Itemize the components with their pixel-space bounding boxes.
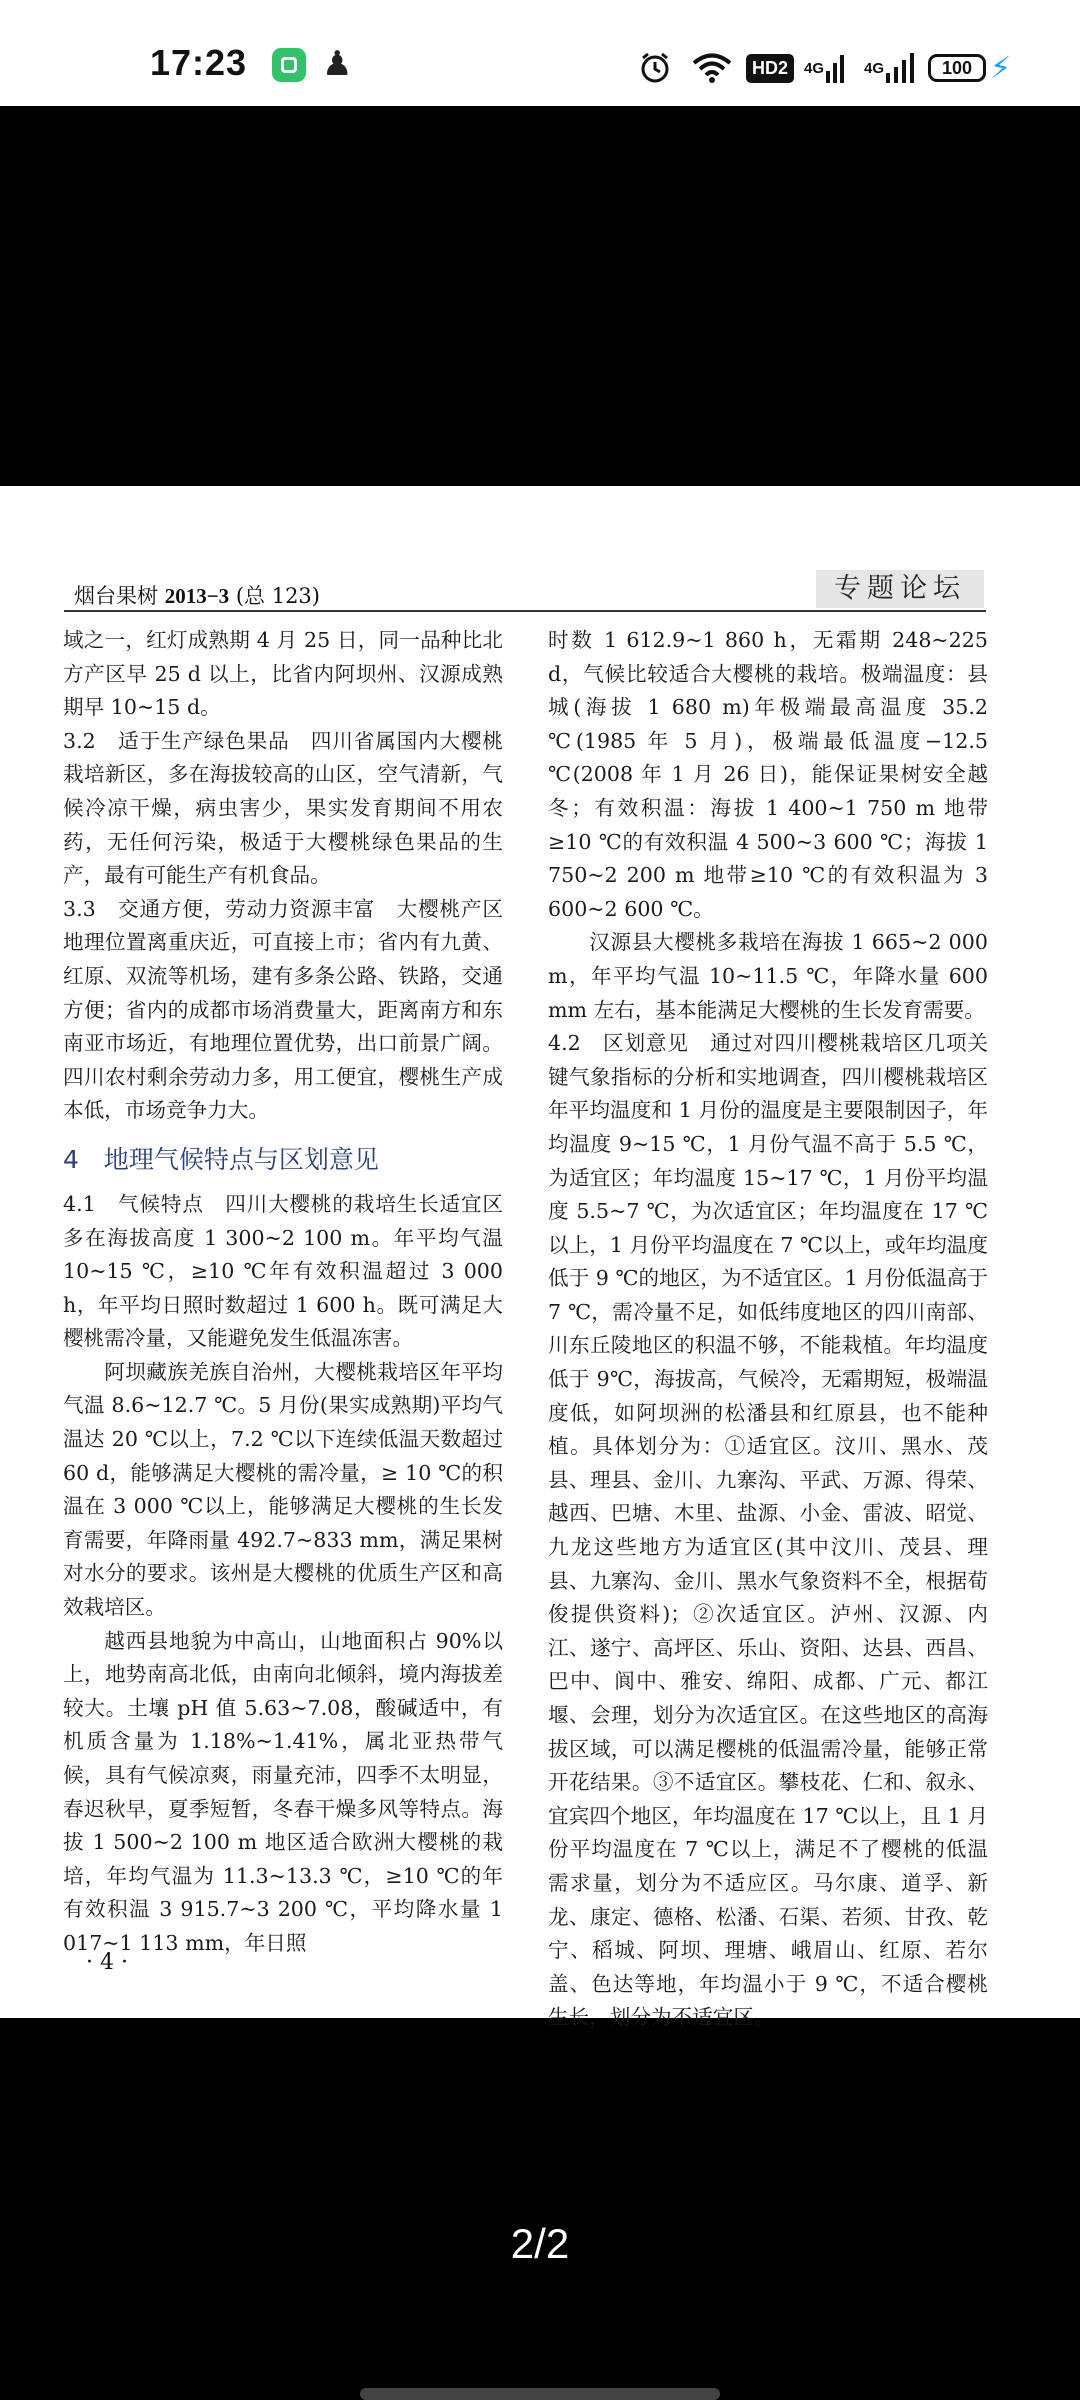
signal-sim1-icon: 4G [804, 46, 844, 90]
page-number: · 4 · [86, 1950, 128, 1975]
section-tag: 专题论坛 [816, 570, 984, 608]
paragraph: 3.2 适于生产绿色果品 四川省属国内大樱桃栽培新区，多在海拔较高的山区，空气清新，气候冷凉干燥，病虫害少，果实发育期间不用农药，无任何污染，极适于大樱桃绿色果品的生产，最有可能生产有机食品。 [63, 728, 503, 888]
paragraph: 域之一，红灯成熟期 4 月 25 日，同一品种比北方产区早 25 d 以上，比省内阿坝州、汉源成熟期早 10~15 d。 [63, 628, 503, 720]
section-heading: 4 地理气候特点与区划意见 [63, 1144, 379, 1174]
wifi-icon [692, 46, 732, 90]
journal-name: 烟台果树 [74, 584, 158, 608]
journal-total: (总 123) [235, 584, 320, 608]
home-indicator[interactable] [360, 2388, 720, 2400]
document-page[interactable] [0, 486, 1080, 2030]
alarm-clock-icon [638, 46, 672, 90]
paragraph: 汉源县大樱桃多栽培在海拔 1 665~2 000 m，年平均气温 10~11.5 ℃，年降水量 600 mm 左右，基本能满足大樱桃的生长发育需要。 [548, 930, 988, 1022]
paragraph: 3.3 交通方便，劳动力资源丰富 大樱桃产区地理位置离重庆近，可直接上市；省内有九黄、红原、双流等机场，建有多条公路、铁路，交通方便；省内的成都市场消费量大，距离南方和东南亚市场近，有地理位置优势，出口前景广阔。四川农村剩余劳动力多，用工便宜，樱桃生产成本低，市场竞争力大。 [63, 896, 503, 1123]
status-icons [638, 46, 1058, 90]
paragraph: 4.2 区划意见 通过对四川樱桃栽培区几项关键气象指标的分析和实地调查，四川樱桃栽培区年平均温度和 1 月份的温度是主要限制因子，年均温度 9~15 ℃，1 月份气温不高于 5.5 ℃，为适宜区；年均温度 15~17 ℃，1 月份平均温度 5.5~7 ℃，为次适宜区；年均温度在 17 ℃以上，1 月份平均温度在 7 ℃以上，或年均温度低于 9 ℃的地区，为不适宜区。1 月份低温高于 7 ℃，需冷量不足，如低纬度地区的四川南部、川东丘陵地区的积温不够，不能栽植。年均温度低于 9℃，海拔高，气候冷，无霜期短，极端温度低，如阿坝洲的松潘县和红原县，也不能种植。具体划分为：①适宜区。汶川、黑水、茂县、理县、金川、九寨沟、平武、万源、得荣、越西、巴塘、木里、盐源、小金、雷波、昭觉、九龙这些地方为适宜区(其中汶川、茂县、理县、九寨沟、金川、黑水气象资料不全，根据荀俊提供资料)；②次适宜区。泸州、汉源、内江、遂宁、高坪区、乐山、资阳、达县、西昌、巴中、阆中、雅安、绵阳、成都、广元、都江堰、会理，划分为次适宜区。在这些地区的高海拔区域，可以满足樱桃的低温需冷量，能够正常开花结果。③不适宜区。攀枝花、仁和、叙永、宜宾四个地区，年均温度在 17 ℃以上，且 1 月份平均温度在 7 ℃以上，满足不了樱桃的低温需求量，划分为不适应区。马尔康、道孚、新龙、康定、德格、松潘、石渠、若须、甘孜、乾宁、稻城、阿坝、理塘、峨眉山、红原、若尔盖、色达等地，年均温小于 9 ℃，不适合樱桃生长，划分为不适宜区。 [548, 1031, 988, 2030]
paragraph: 时数 1 612.9~1 860 h，无霜期 248~225 d，气候比较适合大樱桃的栽培。极端温度：县城(海拔 1 680 m)年极端最高温度 35.2 ℃(1985 年 5 月)，极端最低温度−12.5 ℃(2008 年 1 月 26 日)，能保证果树安全越冬；有效积温：海拔 1 400~1 750 m 地带 ≥10 ℃的有效积温 4 500~3 600 ℃；海拔 1 750~2 200 m 地带≥10 ℃的有效积温为 3 600~2 600 ℃。 [548, 628, 988, 921]
paragraph: 4.1 气候特点 四川大樱桃的栽培生长适宜区多在海拔高度 1 300~2 100 m。年平均气温 10~15 ℃，≥10 ℃年有效积温超过 3 000 h，年平均日照时数超过 1 600 h。既可满足大樱桃需冷量，又能避免发生低温冻害。 [63, 1191, 503, 1351]
hd-voice-icon: HD2 [746, 46, 794, 90]
header-divider [64, 610, 986, 612]
left-column [63, 624, 503, 1961]
status-bar [0, 0, 1080, 106]
status-time: 17:23 [150, 42, 248, 83]
paragraph: 阿坝藏族羌族自治州，大樱桃栽培区年平均气温 8.6~12.7 ℃。5 月份(果实成熟期)平均气温达 20 ℃以上，7.2 ℃以下连续低温天数超过 60 d，能够满足大樱桃的需冷量，≥ 10 ℃的积温在 3 000 ℃以上，能够满足大樱桃的生长发育需要，年降雨量 492.7~833 mm，满足果树对水分的要求。该州是大樱桃的优质生产区和高效栽培区。 [63, 1359, 503, 1620]
charging-bolt-icon: ⚡ [990, 50, 1012, 86]
qq-penguin-icon: ♟ [322, 44, 353, 84]
journal-issue: 2013−3 [164, 584, 230, 608]
paragraph: 越西县地貌为中高山，山地面积占 90%以上，地势南高北低，由南向北倾斜，境内海拔差较大。土壤 pH 值 5.63~7.08，酸碱适中，有机质含量为 1.18%~1.41%，属北亚热带气候，具有气候凉爽，雨量充沛，四季不太明显，春迟秋早，夏季短暂，冬春干燥多风等特点。海拔 1 500~2 100 m 地区适合欧洲大樱桃的栽培，年均气温为 11.3~13.3 ℃，≥10 ℃的年有效积温 3 915.7~3 200 ℃，平均降水量 1 017~1 113 mm，年日照 [63, 1628, 503, 1955]
signal-sim2-icon: 4G [864, 46, 916, 90]
journal-header [74, 580, 320, 610]
page-indicator: 2/2 [510, 2220, 570, 2267]
battery-icon: 100 [928, 46, 986, 90]
right-column [548, 624, 988, 2035]
notification-app-icon [272, 48, 306, 82]
